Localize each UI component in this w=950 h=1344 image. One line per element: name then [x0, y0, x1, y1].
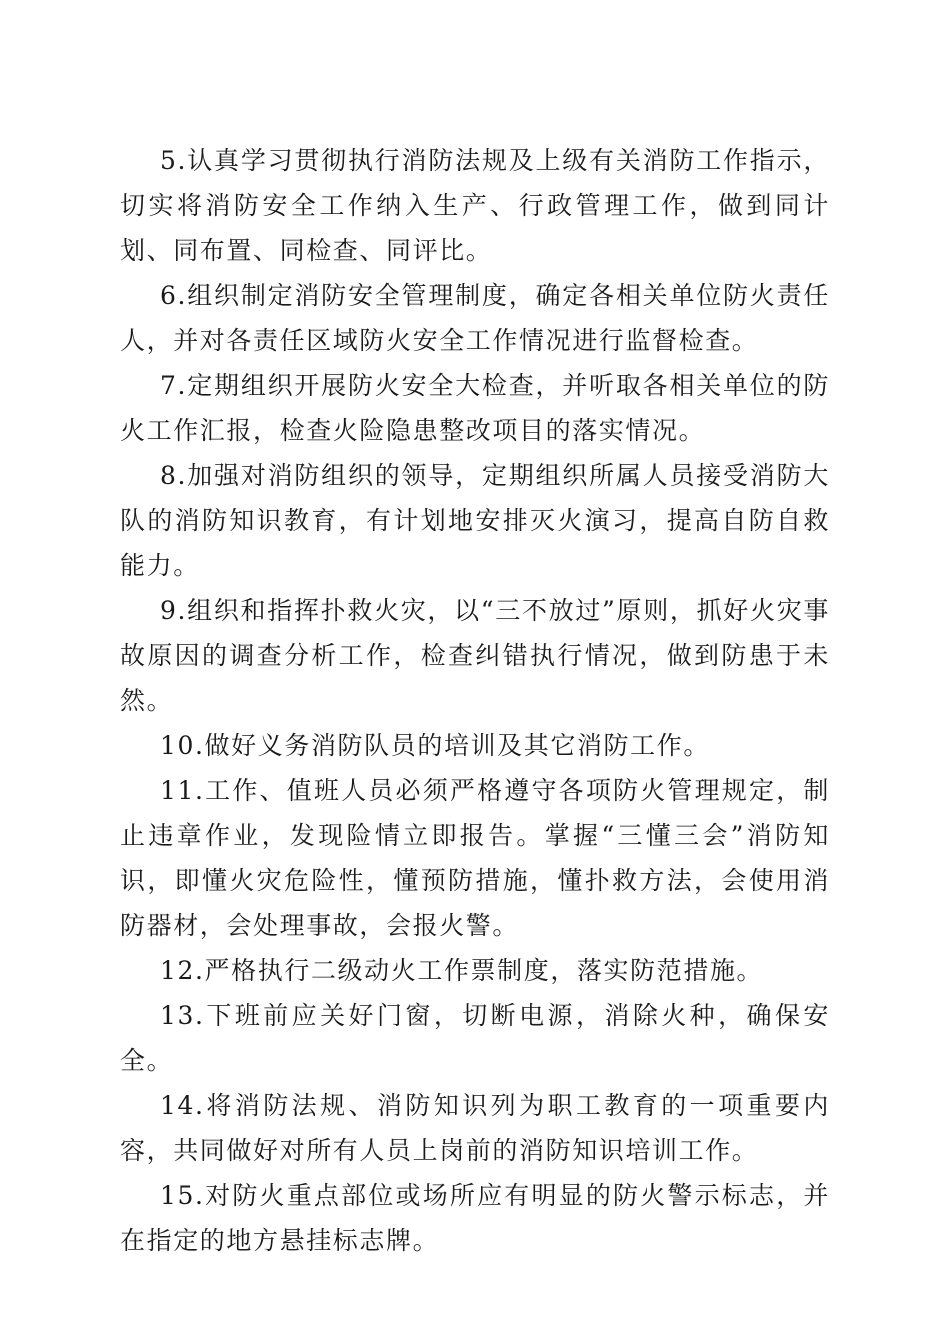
- paragraph-item-6: 6.组织制定消防安全管理制度，确定各相关单位防火责任人，并对各责任区域防火安全工作情况进行监督检查。: [120, 281, 830, 355]
- paragraph-item-12: 12.严格执行二级动火工作票制度，落实防范措施。: [160, 956, 764, 985]
- paragraph-item-9: 9.组织和指挥扑救火灾，以“三不放过”原则，抓好火灾事故原因的调查分析工作，检查纠错执行情况，做到防患于未然。: [120, 596, 830, 715]
- paragraph-item-5: 5.认真学习贯彻执行消防法规及上级有关消防工作指示，切实将消防安全工作纳入生产、行政管理工作，做到同计划、同布置、同检查、同评比。: [120, 146, 830, 265]
- document-body: [120, 138, 830, 1263]
- paragraph-item-14: 14.将消防法规、消防知识列为职工教育的一项重要内容，共同做好对所有人员上岗前的消防知识培训工作。: [120, 1091, 830, 1165]
- paragraph-item-13: 13.下班前应关好门窗，切断电源，消除火种，确保安全。: [120, 1001, 830, 1075]
- paragraph-item-7: 7.定期组织开展防火安全大检查，并听取各相关单位的防火工作汇报，检查火险隐患整改项目的落实情况。: [120, 371, 830, 445]
- paragraph-item-10: 10.做好义务消防队员的培训及其它消防工作。: [160, 731, 710, 760]
- paragraph-item-15: 15.对防火重点部位或场所应有明显的防火警示标志，并在指定的地方悬挂标志牌。: [120, 1181, 830, 1255]
- paragraph-item-8: 8.加强对消防组织的领导，定期组织所属人员接受消防大队的消防知识教育，有计划地安排灭火演习，提高自防自救能力。: [120, 461, 830, 580]
- paragraph-item-11: 11.工作、值班人员必须严格遵守各项防火管理规定，制止违章作业，发现险情立即报告。掌握“三懂三会”消防知识，即懂火灾危险性，懂预防措施，懂扑救方法，会使用消防器材，会处理事故，会报火警。: [120, 776, 830, 940]
